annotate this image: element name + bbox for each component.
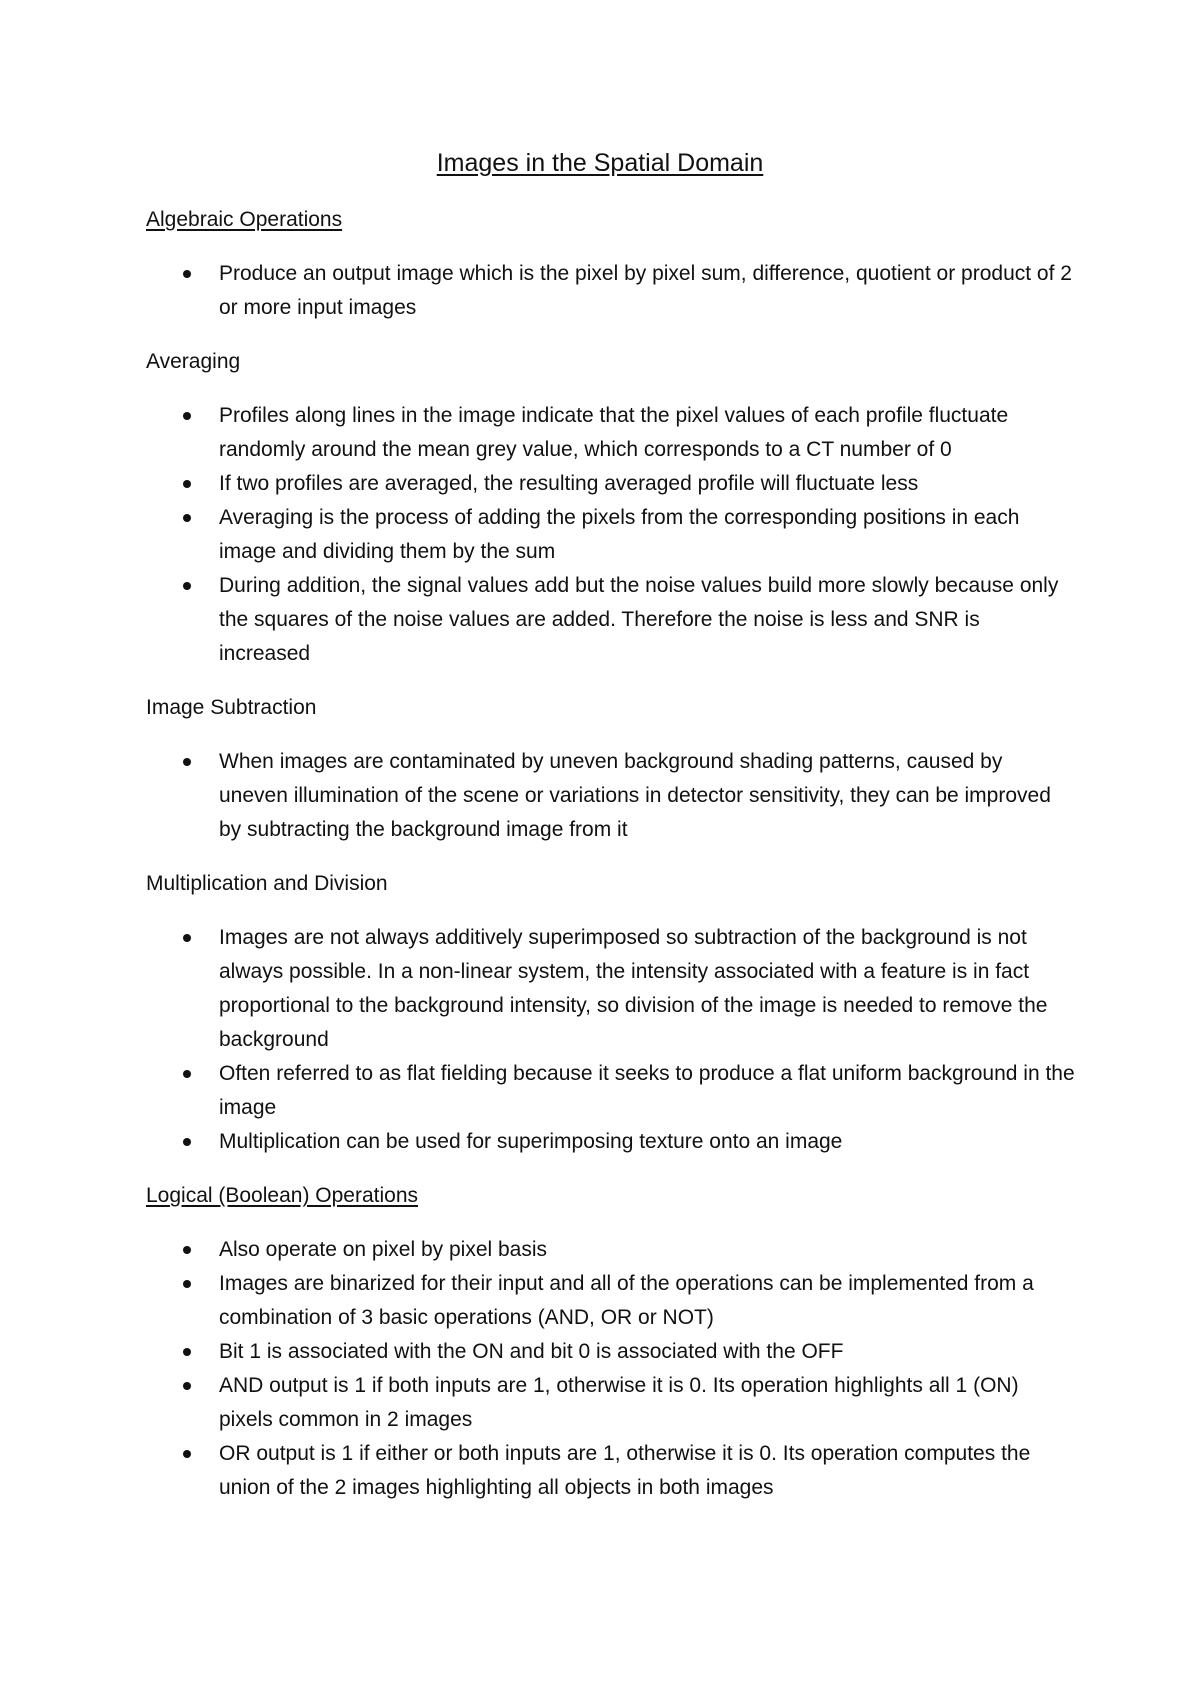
list-item [146,1057,1076,1125]
list-item [146,921,1076,1057]
bullet-list [146,399,1076,671]
section-heading: Averaging [146,350,241,373]
bullet-list [146,921,1076,1159]
bullet-icon [183,1348,191,1356]
section-logical-operations [146,1179,1076,1505]
section-algebraic-operations [146,203,1076,325]
section-image-subtraction [146,691,1076,847]
bullet-list [146,1233,1076,1505]
bullet-icon [183,412,191,420]
bullet-icon [183,1070,191,1078]
list-item-text: Averaging is the process of adding the pixels from the corresponding positions in each image and dividing them by the sum [219,506,1020,563]
list-item-text: Produce an output image which is the pixel by pixel sum, difference, quotient or product of 2 or more input images [219,262,1072,319]
list-item-text: Multiplication can be used for superimposing texture onto an image [219,1130,843,1153]
list-item [146,569,1076,671]
section-multiplication-division [146,867,1076,1159]
list-item-text: Often referred to as flat fielding because it seeks to produce a flat uniform background in the image [219,1062,1075,1119]
list-item-text: Bit 1 is associated with the ON and bit 0 is associated with the OFF [219,1340,844,1363]
bullet-icon [183,934,191,942]
document-body [146,203,1076,1525]
list-item [146,1369,1076,1437]
section-heading: Image Subtraction [146,696,317,719]
section-averaging [146,345,1076,671]
list-item-text: Profiles along lines in the image indicate that the pixel values of each profile fluctuate randomly around the mean grey value, which corresponds to a CT number of 0 [219,404,1009,461]
page-title: Images in the Spatial Domain [436,149,764,177]
list-item [146,1267,1076,1335]
list-item-text: During addition, the signal values add but the noise values build more slowly because only the squares of the noise values are added. Therefore the noise is less and SNR is increased [219,574,1059,665]
bullet-icon [183,480,191,488]
list-item-text: Also operate on pixel by pixel basis [219,1238,548,1261]
list-item [146,745,1076,847]
bullet-icon [183,1382,191,1390]
list-item-text: OR output is 1 if either or both inputs are 1, otherwise it is 0. Its operation computes the union of the 2 images highlighting all objects in both images [219,1442,1031,1499]
bullet-icon [183,582,191,590]
list-item [146,399,1076,467]
list-item-text: When images are contaminated by uneven background shading patterns, caused by uneven illumination of the scene or variations in detector sensitivity, they can be improved by subtracting the background image from it [219,750,1051,841]
bullet-list [146,257,1076,325]
bullet-icon [183,1138,191,1146]
bullet-icon [183,514,191,522]
list-item [146,1125,1076,1159]
list-item-text: If two profiles are averaged, the resulting averaged profile will fluctuate less [219,472,919,495]
list-item-text: Images are binarized for their input and all of the operations can be implemented from a combination of 3 basic operations (AND, OR or NOT) [219,1272,1034,1329]
list-item [146,501,1076,569]
section-heading: Multiplication and Division [146,872,388,895]
list-item [146,257,1076,325]
list-item [146,467,1076,501]
bullet-icon [183,1246,191,1254]
list-item [146,1437,1076,1505]
bullet-icon [183,270,191,278]
list-item-text: Images are not always additively superimposed so subtraction of the background is not always possible. In a non-linear system, the intensity associated with a feature is in fact proportional to the background intensity, so division of the image is needed to remove the background [219,926,1048,1051]
list-item-text: AND output is 1 if both inputs are 1, otherwise it is 0. Its operation highlights all 1 (ON) pixels common in 2 images [219,1374,1019,1431]
list-item [146,1233,1076,1267]
bullet-icon [183,1450,191,1458]
bullet-icon [183,758,191,766]
section-heading: Algebraic Operations [146,208,343,231]
bullet-list [146,745,1076,847]
section-heading: Logical (Boolean) Operations [146,1184,418,1207]
bullet-icon [183,1280,191,1288]
list-item [146,1335,1076,1369]
